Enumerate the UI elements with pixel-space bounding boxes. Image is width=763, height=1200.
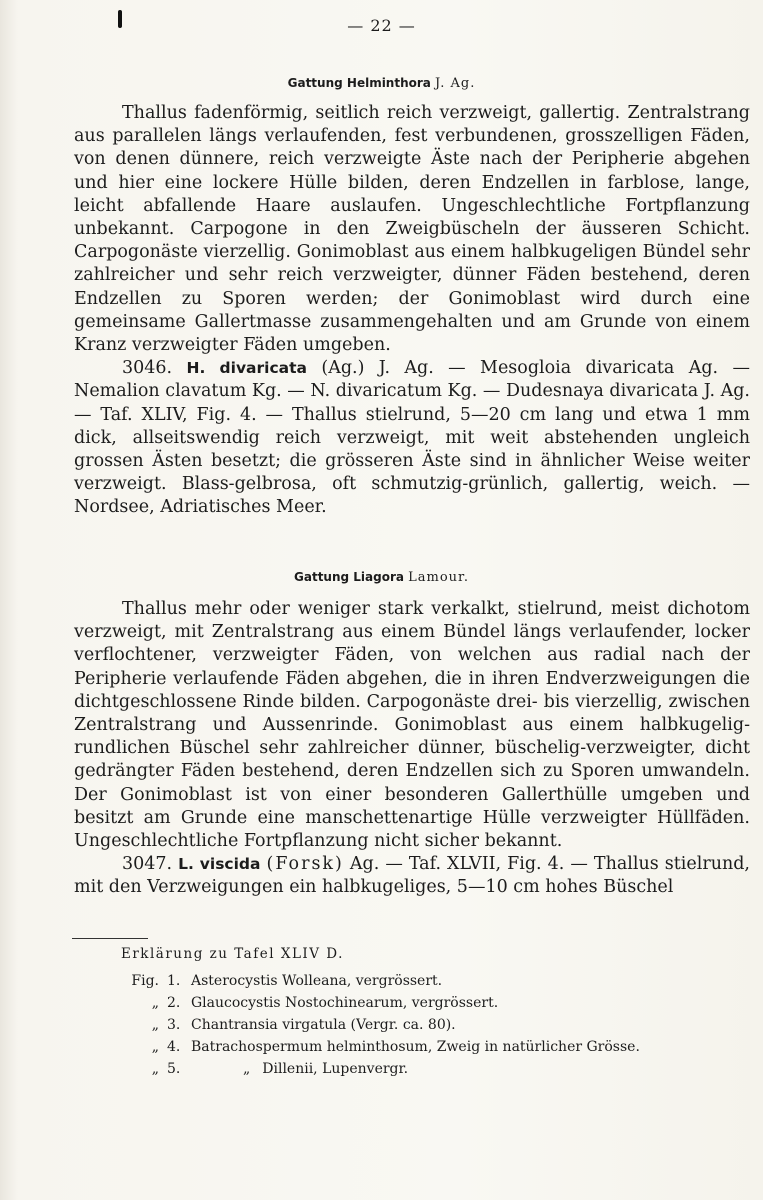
ditto-mark: „ <box>151 1017 159 1033</box>
page-number: — 22 — <box>347 16 416 35</box>
species-number: 3046. <box>122 358 173 379</box>
species-name: L. viscida <box>178 855 261 874</box>
fig-description: Dillenii, Lupenvergr. <box>262 1061 409 1077</box>
genus-author: Lamour. <box>408 570 469 585</box>
ditto-mark: „ <box>151 1061 159 1077</box>
plate-legend-list <box>121 970 640 1080</box>
ditto-mark: „ <box>243 1061 251 1077</box>
genus-description: Thallus mehr oder weniger stark verkalkt, stielrund, meist dichotom verzweigt, mit Zentralstrang aus einem Bündel längs verlaufender, locker verflochtener, verzweigter Fäden, von welchen aus radial nach der Peripherie verlaufende Fäden abgehen, die in ihren Endverzweigungen die dichtgeschlossene Rinde bilden. Carpogonäste drei- bis vierzellig, zwischen Zentralstrang und Aussenrinde. Gonimoblast aus einem halbkugelig-rundlichen Büschel sehr zahlreicher dünner, büschelig-verzweigter, dicht gedrängter Fäden bestehend, deren Endzellen sich zu Sporen umwandeln. Der Gonimoblast ist von einer besonderen Gallerthülle umgeben und besitzt am Grunde eine manschettenartige Hülle verzweigter Hüllfäden. Ungeschlechtliche Fortpflanzung nicht sicher bekannt. <box>74 599 750 852</box>
ditto-mark: „ <box>151 995 159 1011</box>
legend-item <box>121 992 640 1014</box>
fig-number: 5. <box>167 1061 181 1077</box>
species-entry-3046 <box>74 357 750 519</box>
species-text: Ag. — Taf. XLVII, Fig. 4. — Thallus stielrund, mit den Verzweigungen ein halbkugeliges, 5—10 cm hohes Büschel <box>74 854 750 898</box>
genus-liagora-section <box>74 598 750 900</box>
plate-legend-caption: Erklärung zu Tafel XLIV D. <box>121 946 344 962</box>
fig-description: Glaucocystis Nostochinearum, vergrössert. <box>191 995 499 1011</box>
species-text: J. Ag. — Mesogloia divaricata Ag. — Nemalion clavatum Kg. — N. divaricatum Kg. — Dudesnaya divaricata J. Ag. — Taf. XLIV, Fig. 4. — Thallus stielrund, 5—20 cm lang und etwa 1 mm dick, allseitswendig reich verzweigt, mit weit abstehenden ungleich grossen Ästen besetzt; die grösseren Äste sind in ähnlicher Weise weiter verzweigt. Blass-gelbrosa, oft schmutzig-grünlich, gallertig, weich. — Nordsee, Adriatisches Meer. <box>74 358 750 518</box>
species-number: 3047. <box>122 854 173 875</box>
legend-item <box>121 1036 640 1058</box>
fig-number: 2. <box>167 995 181 1011</box>
species-name: H. divaricata <box>186 359 307 378</box>
footnote-divider <box>72 938 148 939</box>
legend-item <box>121 1014 640 1036</box>
fig-description: Chantransia virgatula (Vergr. ca. 80). <box>191 1017 456 1033</box>
fig-description: Batrachospermum helminthosum, Zweig in natürlicher Grösse. <box>191 1039 640 1055</box>
genus-description: Thallus fadenförmig, seitlich reich verzweigt, gallertig. Zentralstrang aus parallelen längs verlaufenden, fest verbundenen, grosszelligen Fäden, von denen dünnere, reich verzweigte Äste nach der Peripherie abgehen und hier eine lockere Hülle bilden, deren Endzellen in farblose, lange, leicht abfallende Haare auslaufen. Ungeschlechtliche Fortpflanzung unbekannt. Carpogone in den Zweigbüscheln der äusseren Schicht. Carpogonäste vierzellig. Gonimoblast aus einem halbkugeligen Bündel sehr zahlreicher und sehr reich verzweigter, dünner Fäden bestehend, deren Endzellen zu Sporen werden; der Gonimoblast wird durch eine gemeinsame Gallertmasse zusammengehalten und am Grunde von einem Kranz verzweigter Fäden umgeben. <box>74 103 750 356</box>
fig-description: Asterocystis Wolleana, vergrössert. <box>191 973 443 989</box>
species-author: (Forsk) <box>266 854 344 875</box>
genus-author: J. Ag. <box>435 76 476 91</box>
legend-item <box>121 970 640 992</box>
fig-number: 4. <box>167 1039 181 1055</box>
genus-heading-helminthora <box>0 76 763 91</box>
genus-helminthora-section <box>74 102 750 520</box>
fig-label: Fig. <box>131 973 159 989</box>
genus-name: Gattung Helminthora <box>287 76 431 90</box>
genus-name: Gattung Liagora <box>294 570 404 584</box>
species-entry-3047 <box>74 853 750 899</box>
species-author: (Ag.) <box>321 358 365 379</box>
genus-heading-liagora <box>0 570 763 585</box>
legend-item <box>121 1058 640 1080</box>
fig-number: 1. <box>167 973 181 989</box>
ditto-mark: „ <box>151 1039 159 1055</box>
fig-number: 3. <box>167 1017 181 1033</box>
